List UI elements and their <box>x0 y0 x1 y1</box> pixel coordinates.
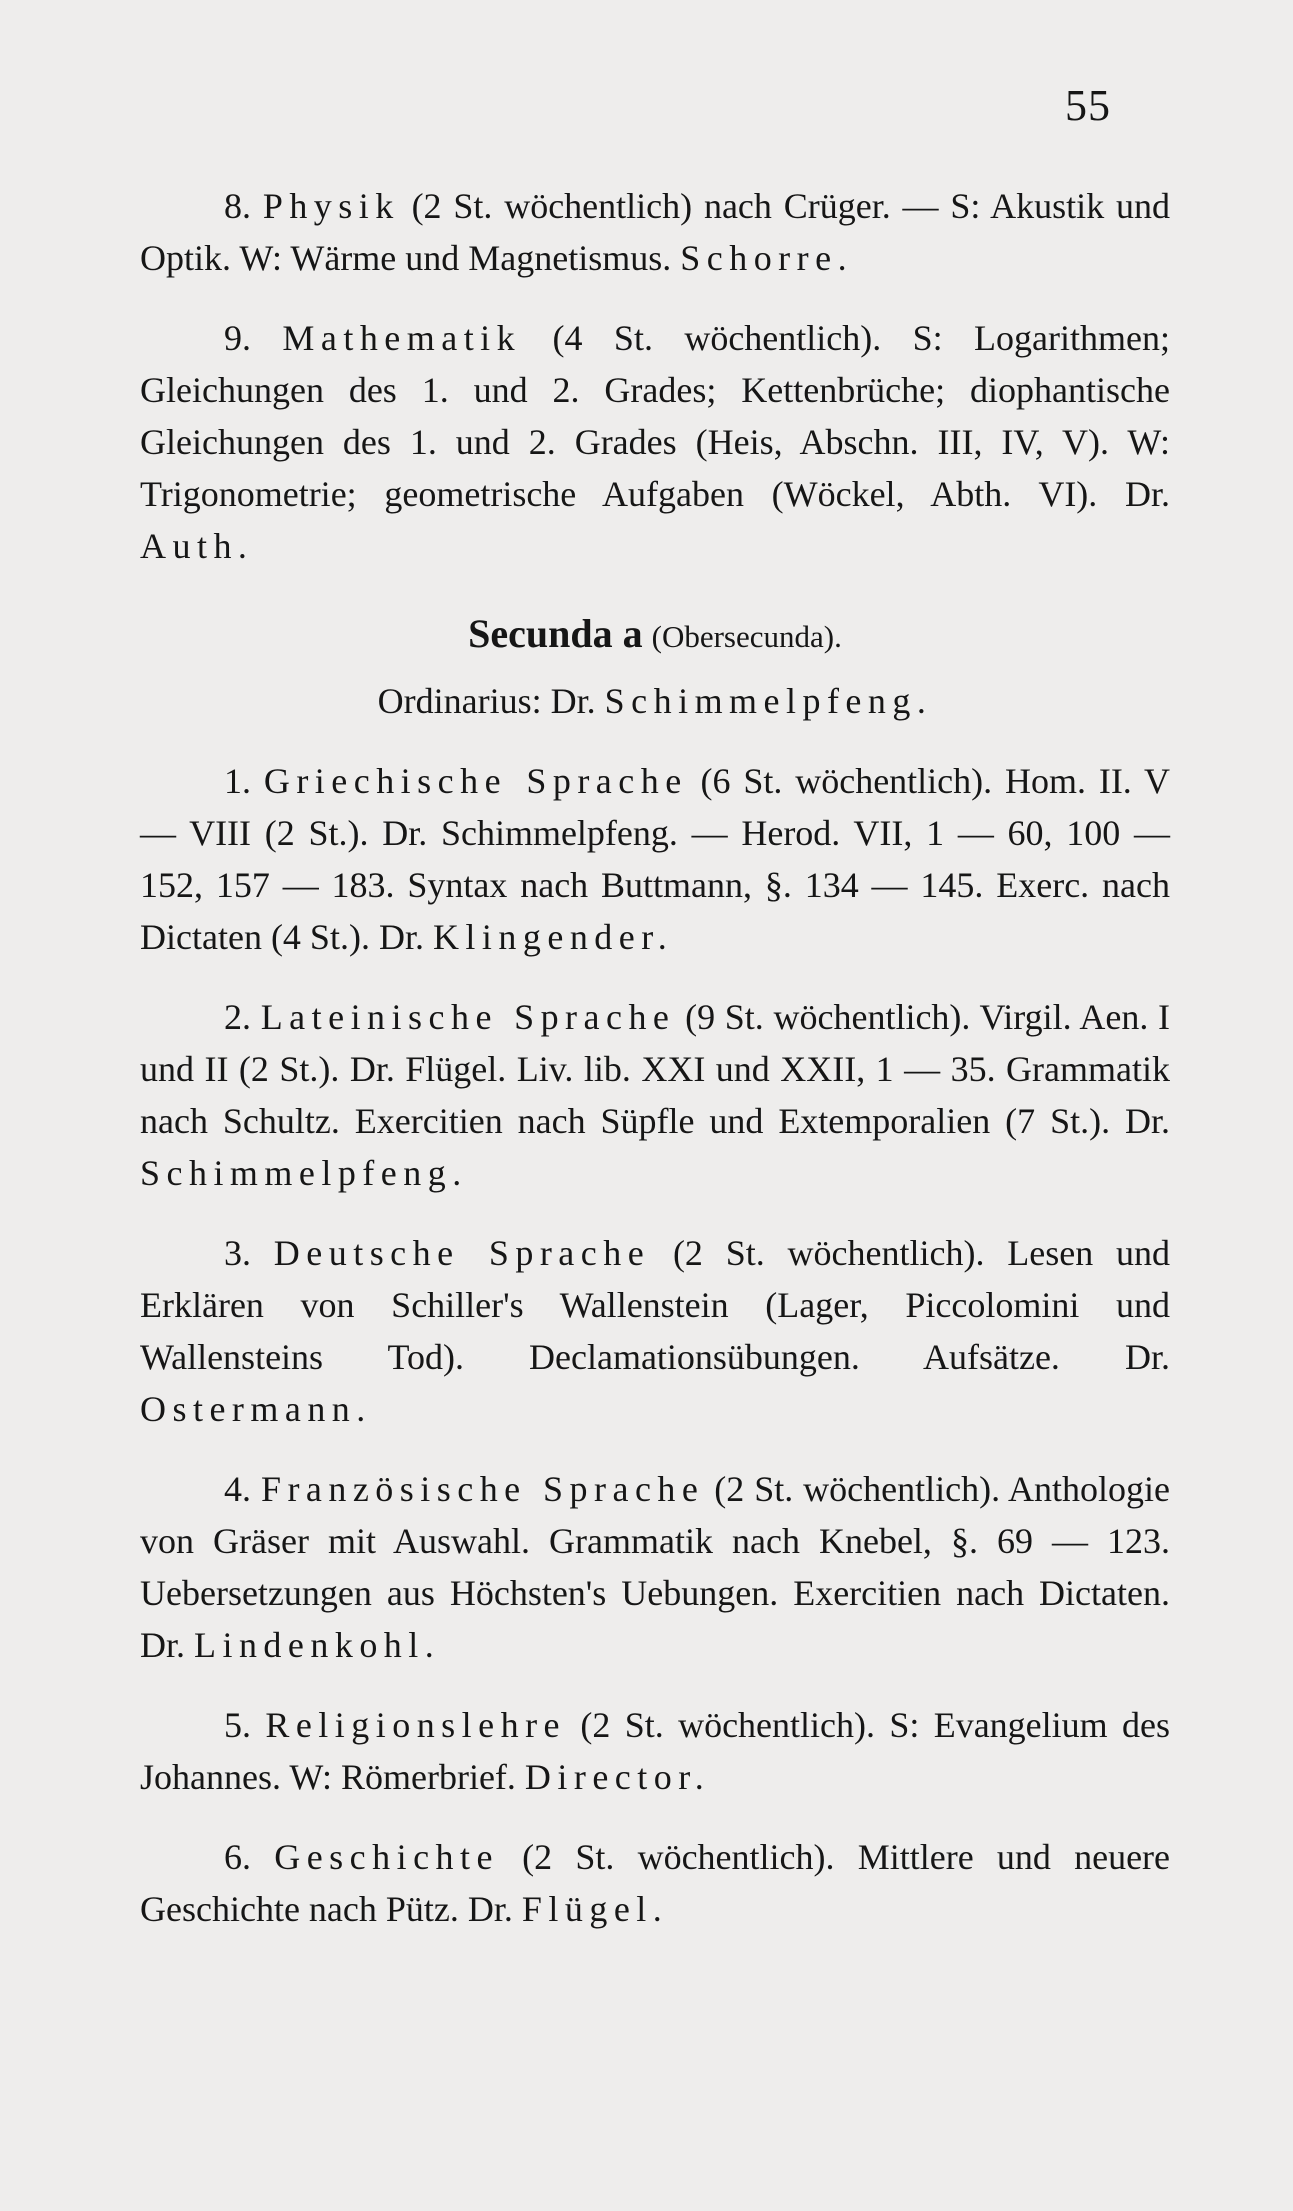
teacher-name: Auth. <box>140 526 254 566</box>
subject-name: Lateinische Sprache <box>260 997 676 1037</box>
text-column <box>140 180 1170 1935</box>
entry-franzoesisch: 4. Französische Sprache (2 St. wöchentlich). Anthologie von Gräser mit Auswahl. Grammatik nach Knebel, §. 69 — 123. Uebersetzungen aus Höchsten's Uebungen. Exercitien nach Dictaten. Dr. Lindenkohl. <box>140 1469 1171 1665</box>
teacher-name: Klingender. <box>432 917 674 957</box>
entry-text: (2 St. wöchentlich) nach Crüger. — S: Akustik und Optik. W: Wärme und Magnetismus. <box>140 186 1171 278</box>
subject-name: Griechische Sprache <box>263 761 688 801</box>
entry-text: (2 St. wöchentlich). Anthologie von Gräser mit Auswahl. Grammatik nach Knebel, §. 69 — 123. Uebersetzungen aus Höchsten's Uebungen. Exercitien nach Dictaten. Dr. <box>140 1469 1171 1665</box>
entry-text: (2 St. wöchentlich). Lesen und Erklären von Schiller's Wallenstein (Lager, Piccolomini und Wallensteins Tod). Declamationsübungen. Aufsätze. Dr. <box>140 1233 1170 1377</box>
entry-text: (9 St. wöchentlich). Virgil. Aen. I und II (2 St.). Dr. Flügel. Liv. lib. XXI und XXII, 1 — 35. Grammatik nach Schultz. Exercitien nach Süpfle und Extemporalien (7 St.). Dr. <box>140 997 1170 1141</box>
section-heading <box>140 608 1170 663</box>
section-subtitle: (Obersecunda). <box>651 619 842 654</box>
entry-mathematik: 9. Mathematik (4 St. wöchentlich). S: Logarithmen; Gleichungen des 1. und 2. Grades; Kettenbrüche; diophantische Gleichungen des 1. und 2. Grades (Heis, Abschn. III, IV, V). W: Trigonometrie; geometrische Aufgaben (Wöckel, Abth. VI). Dr. Auth. <box>140 318 1171 566</box>
entry-text: (2 St. wöchentlich). Mittlere und neuere Geschichte nach Pütz. Dr. <box>140 1837 1171 1929</box>
entry-deutsch: 3. Deutsche Sprache (2 St. wöchentlich). Lesen und Erklären von Schiller's Wallenstein (Lager, Piccolomini und Wallensteins Tod). Declamationsübungen. Aufsätze. Dr. Ostermann. <box>140 1233 1170 1429</box>
entry-text: (6 St. wöchentlich). Hom. II. V — VIII (2 St.). Dr. Schimmelpfeng. — Herod. VII, 1 — 60, 100 — 152, 157 — 183. Syntax nach Buttmann, §. 134 — 145. Exerc. nach Dictaten (4 St.). Dr. <box>140 761 1170 957</box>
section-title: Secunda a <box>468 611 643 656</box>
subject-name: Religionslehre <box>265 1705 567 1745</box>
entry-griechisch: 1. Griechische Sprache (6 St. wöchentlich). Hom. II. V — VIII (2 St.). Dr. Schimmelpfeng. — Herod. VII, 1 — 60, 100 — 152, 157 — 183. Syntax nach Buttmann, §. 134 — 145. Exerc. nach Dictaten (4 St.). Dr. Klingender. <box>140 761 1170 957</box>
subject-name: Mathematik <box>282 318 522 358</box>
ordinarius-name: Schimmelpfeng. <box>604 681 933 721</box>
subject-name: Französische Sprache <box>260 1469 705 1509</box>
teacher-name: Flügel. <box>521 1889 669 1929</box>
subject-name: Geschichte <box>274 1837 499 1877</box>
ordinarius-line: Ordinarius: Dr. Schimmelpfeng. <box>377 681 933 721</box>
teacher-name: Ostermann. <box>140 1389 372 1429</box>
subject-name: Deutsche Sprache <box>273 1233 651 1273</box>
entry-religion: 5. Religionslehre (2 St. wöchentlich). S: Evangelium des Johannes. W: Römerbrief. Director. <box>140 1705 1170 1797</box>
teacher-name: Schorre. <box>680 238 854 278</box>
entry-lateinisch: 2. Lateinische Sprache (9 St. wöchentlich). Virgil. Aen. I und II (2 St.). Dr. Flügel. Liv. lib. XXI und XXII, 1 — 35. Grammatik nach Schultz. Exercitien nach Süpfle und Extemporalien (7 St.). Dr. Schimmelpfeng. <box>140 997 1170 1193</box>
teacher-name: Director. <box>524 1757 711 1797</box>
entry-text: (4 St. wöchentlich). S: Logarithmen; Gleichungen des 1. und 2. Grades; Kettenbrüche; diophantische Gleichungen des 1. und 2. Grades (Heis, Abschn. III, IV, V). W: Trigonometrie; geometrische Aufgaben (Wöckel, Abth. VI). Dr. <box>140 318 1171 514</box>
teacher-name: Schimmelpfeng. <box>140 1153 468 1193</box>
teacher-name: Lindenkohl. <box>194 1625 441 1665</box>
page-number: 55 <box>1065 81 1111 130</box>
entry-text: (2 St. wöchentlich). S: Evangelium des Johannes. W: Römerbrief. <box>140 1705 1170 1797</box>
subject-name: Physik <box>262 186 400 226</box>
entry-geschichte: 6. Geschichte (2 St. wöchentlich). Mittlere und neuere Geschichte nach Pütz. Dr. Flügel. <box>140 1837 1171 1929</box>
entry-physik: 8. Physik (2 St. wöchentlich) nach Crüger. — S: Akustik und Optik. W: Wärme und Magnetismus. Schorre. <box>140 186 1171 278</box>
